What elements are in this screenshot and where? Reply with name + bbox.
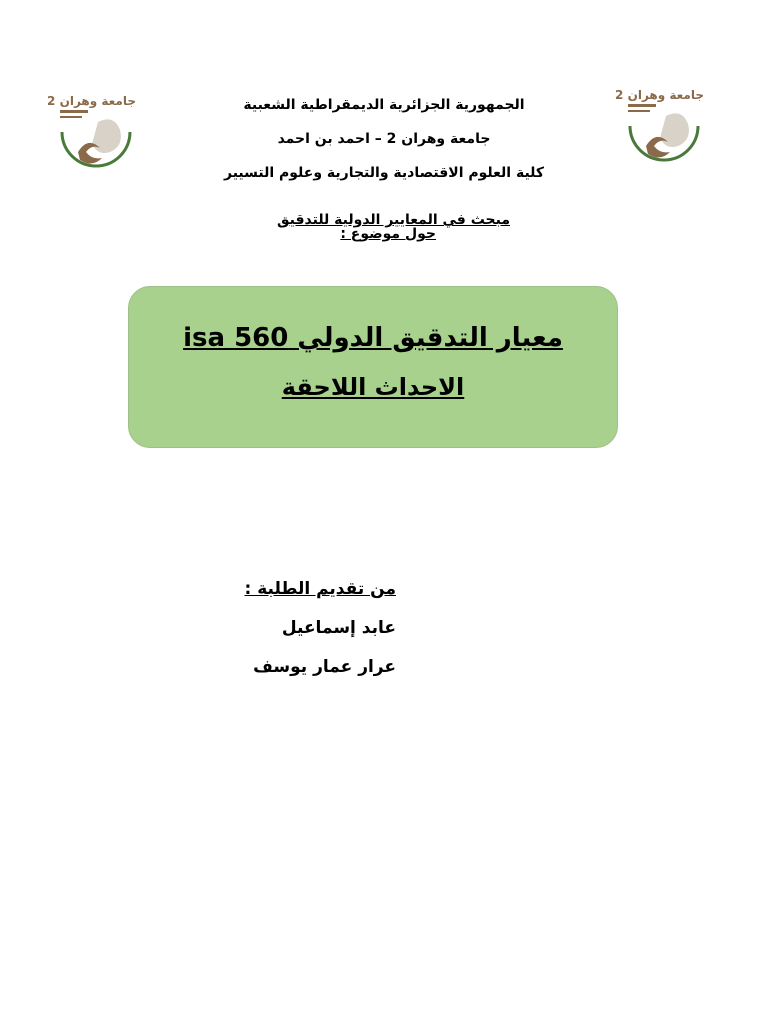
title-box xyxy=(128,286,618,448)
student-name: عرار عمار يوسف xyxy=(253,657,396,677)
document-subtitle: الاحداث اللاحقة xyxy=(281,373,465,401)
republic-name: الجمهورية الجزائرية الديمقراطية الشعبية xyxy=(243,97,525,113)
subject-block xyxy=(270,212,516,252)
students-block xyxy=(200,570,396,687)
student-name: عابد إسماعيل xyxy=(281,618,396,638)
students-label: من تقديم الطلبة : xyxy=(244,579,396,599)
university-logo-right xyxy=(615,86,704,182)
document-header xyxy=(200,88,568,190)
subject-label: حول موضوع : xyxy=(340,226,436,242)
university-name: جامعة وهران 2 – احمد بن احمد xyxy=(277,131,491,147)
faculty-name: كلية العلوم الاقتصادية والتجارية وعلوم التسيير xyxy=(223,165,545,181)
document-title: معيار التدقيق الدولي isa 560 xyxy=(183,323,563,353)
logo-text: جامعة وهران 2 xyxy=(615,88,704,102)
university-logo-left xyxy=(47,92,136,188)
logo-text: جامعة وهران 2 xyxy=(47,94,136,108)
subject-line: مبحث في المعايير الدولية للتدقيق xyxy=(277,212,510,228)
